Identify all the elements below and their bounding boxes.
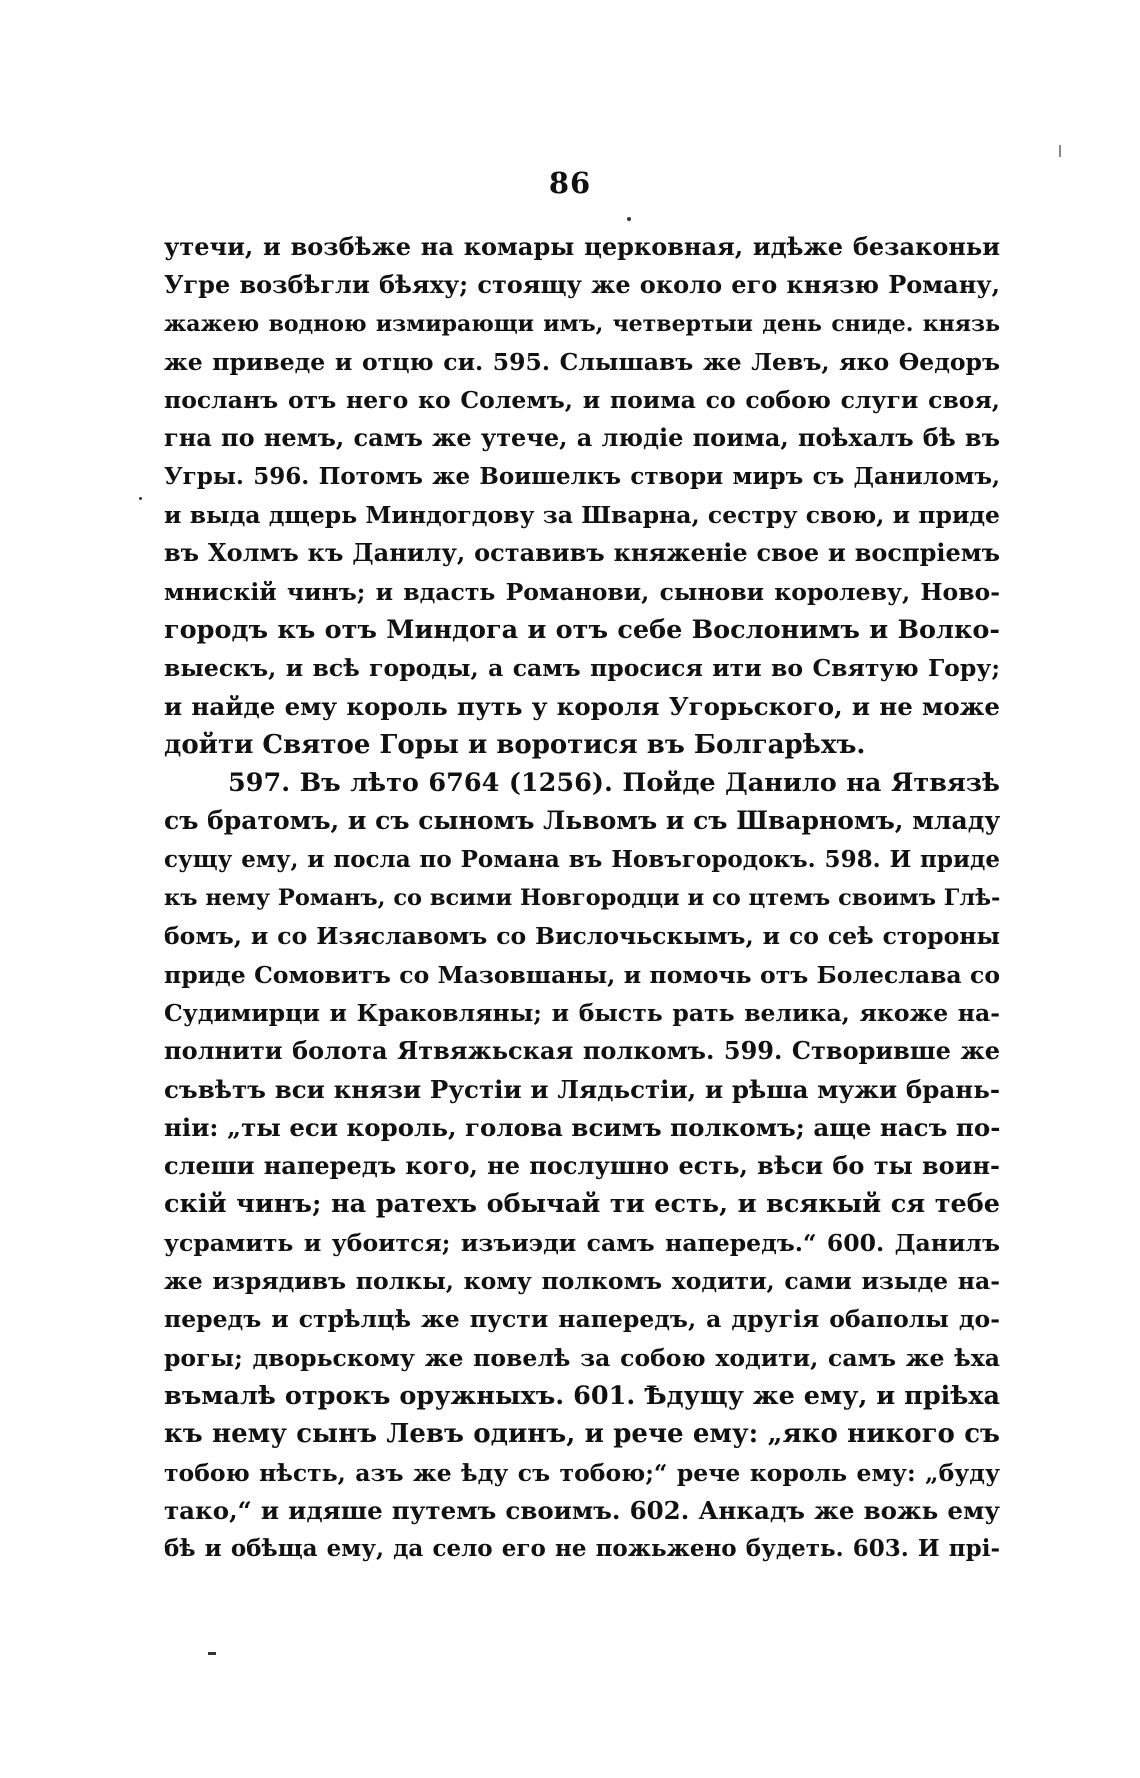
text-line: же приведе и отцю си. 595. Слышавъ же Левъ, яко Ѳедоръ	[164, 347, 1000, 376]
paragraph-start-line: 597. Въ лѣто 6764 (1256). Пойде Данило на Ятвязѣ	[228, 768, 1000, 799]
text-line: слеши напередъ кого, не послушно есть, вѣси бо ты воин-	[164, 1151, 1000, 1181]
text-line: сущу ему, и посла по Романа въ Новъгородокъ. 598. И приде	[164, 845, 1000, 873]
text-line: гна по немъ, самъ же утече, а людіе поима, поѣхалъ бѣ въ	[164, 423, 1000, 453]
page-number: 86	[548, 166, 592, 200]
body-text	[164, 228, 1000, 1568]
text-line: жажею водною измирающи имъ, четвертыи день сниде. князь	[164, 310, 1000, 337]
text-line: тако,“ и идяше путемъ своимъ. 602. Анкадъ же вожь ему	[164, 1495, 1000, 1525]
scan-speck	[627, 217, 631, 221]
text-line: Угре возбѣгли бѣяху; стоящу же около его князю Роману,	[164, 270, 1000, 300]
text-line: рогы; дворьскому же повелѣ за собою ходити, самъ же ѣха	[164, 1343, 1000, 1372]
text-line: съвѣтъ вси князи Рустіи и Лядьстіи, и рѣша мужи брань-	[164, 1074, 1000, 1104]
scan-speck	[139, 497, 142, 500]
text-line: къ нему сынъ Левъ одинъ, и рече ему: „яко никого съ	[164, 1419, 1000, 1450]
text-line: приде Сомовитъ со Мазовшаны, и помочь отъ Болеслава со	[164, 960, 1000, 989]
text-line: скій чинъ; на ратехъ обычай ти есть, и всякый ся тебе	[164, 1189, 1000, 1220]
text-line: передъ и стрѣлцѣ же пусти напередъ, а другія обаполы до-	[164, 1305, 1000, 1334]
text-line: бѣ и обѣща ему, да село его не пожьжено будеть. 603. И прі-	[164, 1535, 1000, 1563]
text-line: посланъ отъ него ко Солемъ, и поима со собою слуги своя,	[164, 386, 1000, 415]
scan-speck	[1059, 145, 1061, 157]
text-line: утечи, и возбѣже на комары церковная, идѣже безаконьи	[164, 232, 1000, 261]
text-line: мнискій чинъ; и вдасть Романови, сынови королеву, Ново-	[164, 577, 1000, 606]
text-line: выескъ, и всѣ городы, а самъ просися ити во Святую Гору;	[164, 654, 1000, 683]
text-line: съ братомъ, и съ сыномъ Львомъ и съ Шварномъ, младу	[164, 806, 1000, 836]
text-line: усрамить и убоится; изъиэди самъ напередъ.“ 600. Данилъ	[164, 1228, 1000, 1257]
text-line: въ Холмъ къ Данилу, оставивъ княженіе свое и воспріемъ	[164, 538, 1000, 568]
text-line: тобою нѣсть, азъ же ѣду съ тобою;“ рече король ему: „буду	[164, 1458, 1000, 1487]
text-line: и найде ему король путь у короля Угорьского, и не може	[164, 691, 1000, 721]
text-line: въмалѣ отрокъ оружныхъ. 601. Ѣдущу же ему, и пріѣха	[164, 1380, 1000, 1411]
text-line: же изрядивъ полкы, кому полкомъ ходити, сами изыде на-	[164, 1267, 1000, 1296]
text-line: дойти Святое Горы и воротися въ Болгарѣхъ.	[164, 729, 866, 760]
text-line: Угры. 596. Потомъ же Воишелкъ створи миръ съ Даниломъ,	[164, 462, 1000, 490]
text-line: и выда дщерь Миндогдову за Шварна, сестру свою, и приде	[164, 501, 1000, 530]
text-line: Судимирци и Краковляны; и бысть рать велика, якоже на-	[164, 998, 1000, 1027]
scan-speck	[208, 1652, 216, 1655]
text-line: городъ къ отъ Миндога и отъ себе Вослонимъ и Волко-	[164, 614, 1000, 645]
text-line: бомъ, и со Изяславомъ со Вислочьскымъ, и со сеѣ стороны	[164, 922, 1000, 951]
text-line: ніи: „ты еси король, голова всимъ полкомъ; аще насъ по-	[164, 1112, 1000, 1142]
text-line: полнити болота Ятвяжьская полкомъ. 599. Створивше же	[164, 1036, 1000, 1066]
text-line: къ нему Романъ, со всими Новгородци и со цтемъ своимъ Глѣ-	[164, 885, 1000, 912]
